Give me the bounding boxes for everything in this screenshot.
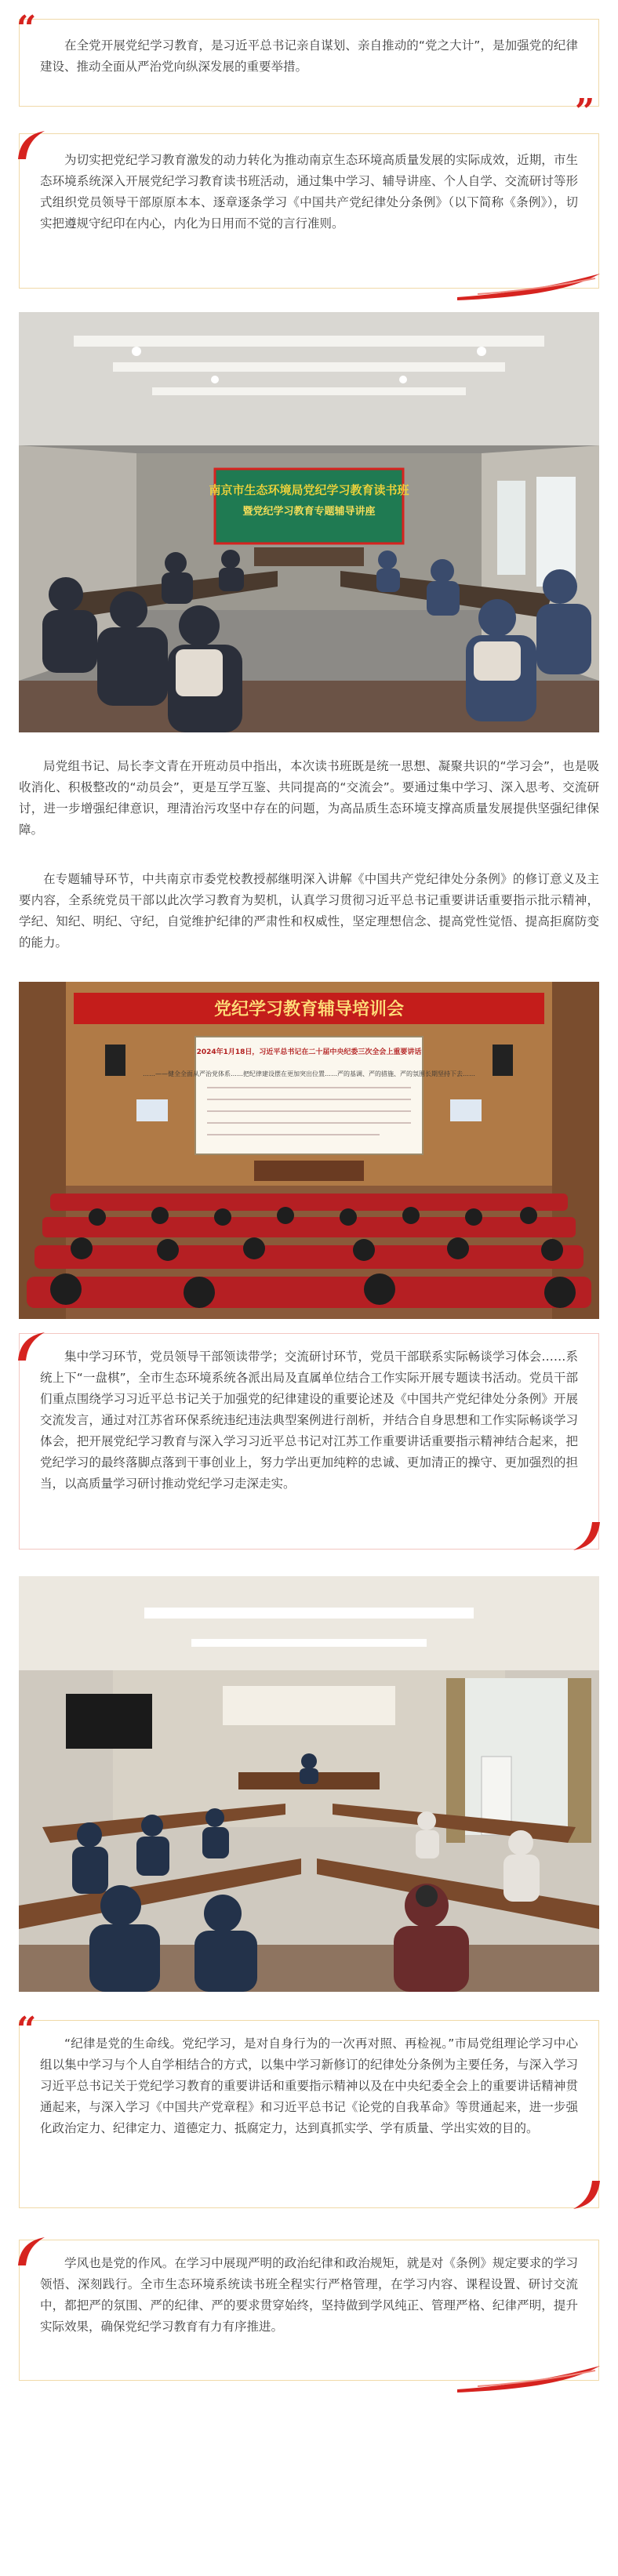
conclusion-quote-box xyxy=(19,2240,599,2381)
red-swoosh-icon xyxy=(16,129,48,161)
intro-quote-box xyxy=(16,9,599,132)
discussion-paragraph: 集中学习环节，党员领导干部领读带学；交流研讨环节，党员干部联系实际畅谈学习体会……系统上下“一盘棋”，全市生态环境系统各派出局及直属单位结合工作实际开展专题读书活动。党员干部们重点围绕学习习近平总书记关于加强党的纪律建设的重要论述及《中国共产党纪律处分条例》开展交流发言，通过对江苏省环保系统违纪违法典型案例进行剖析，并结合自身思想和工作实际畅谈学习体会，把开展党纪学习教育与深入学习习近平总书记对江苏工作重要讲话重要指示精神结合起来，把党纪学习的最终落脚点落到干事创业上，努力学出更加纯粹的忠诚、更加清正的操守、更加强烈的担当，以高质量学习研讨推动党纪学习走深走实。 xyxy=(40,1350,578,1491)
overview-paragraph: 为切实把党纪学习教育激发的动力转化为推动南京生态环境高质量发展的实际成效，近期，市生态环境系统深入开展党纪学习教育读书班活动，通过集中学习、辅导讲座、个人自学、交流研讨等形式组织党员领导干部原原本本、逐章逐条学习《中国共产党纪律处分条例》（以下简称《条例》），切实把遵规守纪印在内心，内化为日用而不觉的言行准则。 xyxy=(40,153,578,231)
conclusion-paragraph: 学风也是党的作风。在学习中展现严明的政治纪律和政治规矩，就是对《条例》规定要求的学习领悟、深刻践行。全市生态环境系统读书班全程实行严格管理，在学习内容、课程设置、研讨交流中，都把严的氛围、严的纪律、严的要求贯穿始终，坚持做到学风纯正、管理严格、纪律严明，提升实际效果，确保党纪学习教育有力有序推进。 xyxy=(40,2256,578,2334)
quote-open-icon: “ xyxy=(16,9,37,49)
meeting-photo-3 xyxy=(19,1576,599,1992)
red-corner-icon xyxy=(570,2179,602,2211)
lecture-paragraph: 在专题辅导环节，中共南京市委党校教授郝继明深入讲解《中国共产党纪律处分条例》的修订意义及主要内容，全系统党员干部以此次学习教育为契机，认真学习贯彻习近平总书记重要讲话重要指示批示精神，学纪、知纪、明纪、守纪，自觉维护纪律的严肃性和权威性，坚定理想信念、提高党性觉悟、提高拒腐防变的能力。 xyxy=(19,872,599,950)
hall-banner-text: 党纪学习教育辅导培训会 xyxy=(213,1000,405,1019)
red-swoosh-icon xyxy=(454,271,603,302)
slide-title: 2024年1月18日，习近平总书记在二十届中央纪委三次全会上重要讲话 xyxy=(196,1048,422,1056)
intro-paragraph: 在全党开展党纪学习教育，是习近平总书记亲自谋划、亲自推动的“党之大计”，是加强党的纪律建设、推动全面从严治党向纵深发展的重要举措。 xyxy=(40,38,578,74)
red-corner-icon xyxy=(16,1331,48,1362)
red-swoosh-icon xyxy=(454,2363,603,2394)
quote-open-icon: “ xyxy=(16,2010,37,2050)
screen-banner-line2: 暨党纪学习教育专题辅导讲座 xyxy=(242,506,376,518)
meeting-photo-2 xyxy=(19,982,599,1319)
overview-quote-box xyxy=(19,133,599,289)
discussion-quote-box xyxy=(19,1333,599,1550)
quote-close-icon: ” xyxy=(575,92,595,132)
red-corner-icon xyxy=(570,1521,602,1552)
study-group-quote-box xyxy=(16,2010,599,2208)
screen-banner-line1: 南京市生态环境局党纪学习教育读书班 xyxy=(209,483,409,497)
leader-speech-paragraph: 局党组书记、局长李文青在开班动员中指出，本次读书班既是统一思想、凝聚共识的“学习会”，也是吸收消化、积极整改的“动员会”，更是互学互鉴、共同提高的“交流会”。要通过集中学习、深入思考、交流研讨，进一步增强纪律意识，理清治污攻坚中存在的问题，为高品质生态环境支撑高质量发展提供坚强纪律保障。 xyxy=(19,759,599,837)
meeting-photo-1 xyxy=(19,312,599,732)
slide-body: ……——健全全面从严治党体系……把纪律建设摆在更加突出位置……严的基调、严的措施、严的氛围长期坚持下去…… xyxy=(143,1070,475,1077)
red-swoosh-icon xyxy=(16,2236,48,2267)
study-group-paragraph: “纪律是党的生命线。党纪学习，是对自身行为的一次再对照、再检视。”市局党组理论学习中心组以集中学习与个人自学相结合的方式，以集中学习新修订的纪律处分条例为主要任务，与深入学习习近平总书记关于党纪学习教育的重要讲话和重要指示精神以及在中央纪委全会上的重要讲话精神贯通起来，与深入学习《中国共产党章程》和习近平总书记《论党的自我革命》等贯通起来，进一步强化政治定力、纪律定力、道德定力、抵腐定力，达到真抓实学、学有质量、学出实效的目的。 xyxy=(40,2036,578,2135)
